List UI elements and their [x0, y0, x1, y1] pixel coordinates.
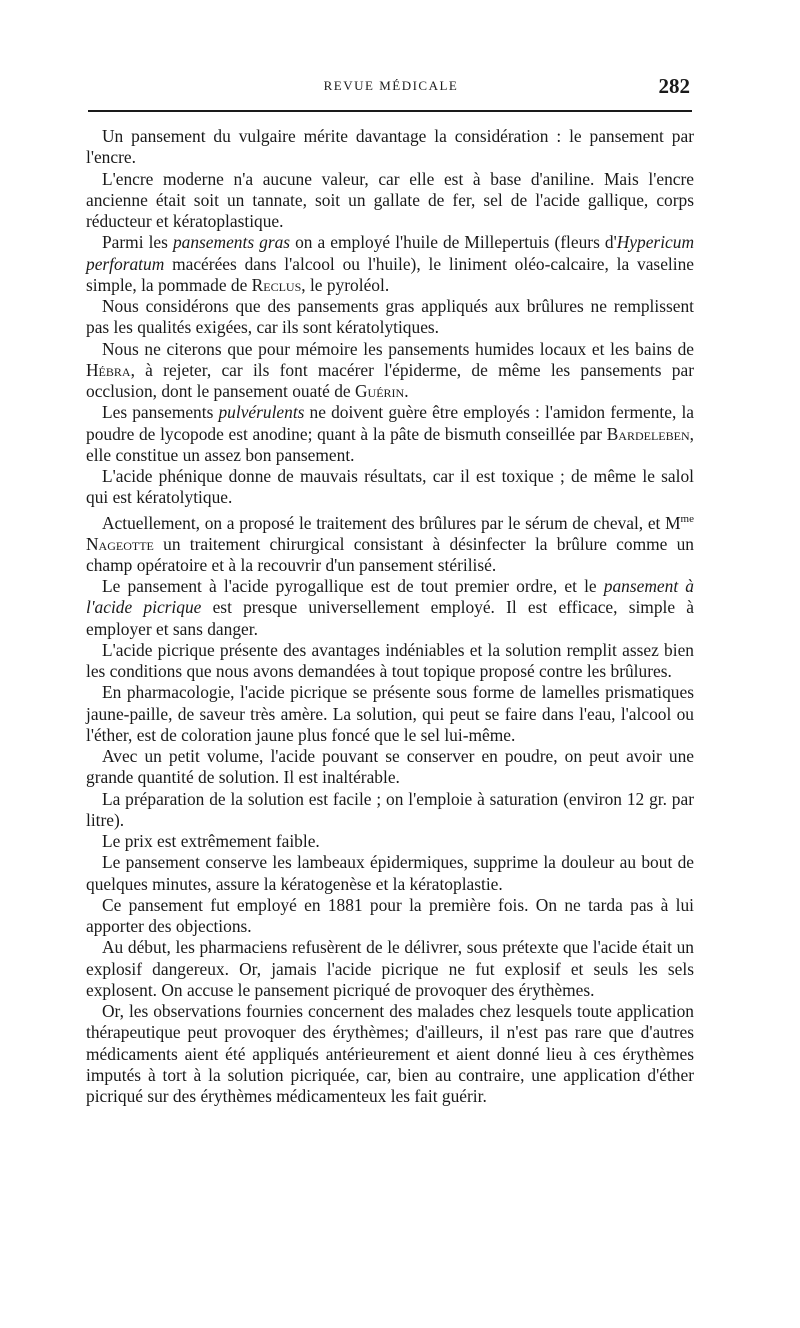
author-name: Reclus	[251, 274, 302, 295]
paragraph	[86, 232, 694, 296]
text-run: , elle constitue un assez bon pansement.	[86, 423, 694, 465]
text-run: L'encre moderne n'a aucune valeur, car elle est à base d'aniline. Mais l'encre ancienne était soit un tannate, soit un gallate de fer, sel de l'acide gallique, corps réducteur et kératoplastique.	[86, 168, 694, 231]
paragraph	[86, 466, 694, 509]
text-run: Ce pansement fut employé en 1881 pour la première fois. On ne tarda pas à lui apporter des objections.	[86, 894, 694, 937]
author-name: Guérin	[355, 381, 405, 401]
paragraph	[86, 640, 694, 683]
paragraph	[86, 682, 694, 746]
text-run: ne doivent guère être employés : l'amidon fermente, la poudre de lycopode est anodine; quant à la pâte de bismuth conseillée par	[86, 402, 694, 444]
text-run: Le pansement à l'acide pyrogallique est de tout premier ordre, et le	[102, 576, 604, 597]
paragraph	[86, 746, 694, 789]
text-run: Au début, les pharmaciens refusèrent de le délivrer, sous prétexte que l'acide était un explosif dangereux. Or, jamais l'acide picrique ne fut explosif et seuls les sels explosent. On accuse le pansement picriqué de provoquer des érythèmes.	[86, 937, 694, 1000]
text-run: , le pyroléol.	[301, 274, 390, 295]
running-title: REVUE MÉDICALE	[323, 78, 459, 93]
text-run: Le prix est extrêmement faible.	[102, 831, 320, 852]
text-run: La préparation de la solution est facile ; on l'emploie à saturation (environ 12 gr. par litre).	[86, 788, 694, 830]
text-run: Avec un petit volume, l'acide pouvant se conserver en poudre, on peut avoir une grande quantité de solution. Il est inaltérable.	[86, 746, 694, 788]
text-run: En pharmacologie, l'acide picrique se présente sous forme de lamelles prismatiques jaune-paille, de saveur très amère. La solution, qui peut se faire dans l'eau, l'alcool ou l'éther, est de coloration jaune plus foncé que le sel lui-même.	[86, 682, 694, 745]
italic-term: Hypericum perforatum	[86, 232, 694, 274]
text-run: , à rejeter, car ils font macérer l'épiderme, de même les pansements par occlusion, dont le pansement ouaté de	[86, 359, 694, 401]
paragraph	[86, 789, 694, 832]
text-run: L'acide picrique présente des avantages indéniables et la solution remplit assez bien les conditions que nous avons demandées à tout topique proposé contre les brûlures.	[86, 639, 694, 682]
paragraph	[86, 169, 694, 233]
paragraph	[86, 509, 694, 577]
paragraph	[86, 937, 694, 1001]
text-run: on a employé l'huile de Millepertuis (fleurs d'	[290, 232, 617, 253]
text-run: .	[404, 381, 409, 401]
paragraph	[86, 895, 694, 938]
paragraph	[86, 339, 694, 403]
paragraph	[86, 852, 694, 895]
text-run: Un pansement du vulgaire mérite davantage la considération : le pansement par l'encre.	[86, 126, 694, 168]
text-run: Nous ne citerons que pour mémoire les pansements humides locaux et les bains de	[102, 338, 694, 359]
author-name: Nageotte	[86, 533, 154, 554]
superscript: me	[680, 512, 694, 525]
text-run: L'acide phénique donne de mauvais résultats, car il est toxique ; de même le salol qui est kératolytique.	[86, 466, 694, 508]
header-rule	[88, 110, 692, 112]
text-run: un traitement chirurgical consistant à désinfecter la brûlure comme un champ opératoire et à la recouvrir d'un pansement stérilisé.	[86, 533, 694, 575]
paragraph	[86, 831, 694, 852]
paragraph	[86, 1001, 694, 1107]
text-run: Or, les observations fournies concernent des malades chez lesquels toute application thérapeutique peut provoquer des érythèmes; d'ailleurs, il n'est pas rare que d'autres médicaments aient été appliqués antérieurement et aient donné lieu à ces érythèmes imputés à tort à la solution picriquée, car, bien au contraire, une application d'éther picriqué sur des érythèmes médicamenteux les fait guérir.	[86, 1001, 694, 1107]
page-number: 282	[658, 74, 690, 98]
italic-term: pansements gras	[172, 232, 291, 253]
author-name: Hébra	[86, 359, 131, 380]
running-head	[88, 76, 694, 100]
italic-term: pansement à l'acide picrique	[86, 576, 695, 618]
paragraph	[86, 402, 694, 466]
paragraph	[86, 576, 694, 640]
text-run: est presque universellement employé. Il est efficace, simple à employer et sans danger.	[86, 597, 694, 639]
text-run: macérées dans l'alcool ou l'huile), le liniment oléo-calcaire, la vaseline simple, la pommade de	[86, 253, 694, 295]
italic-term: pulvérulents	[218, 402, 305, 423]
text-run: Parmi les	[102, 232, 173, 253]
text-run: Nous considérons que des pansements gras appliqués aux brûlures ne remplissent pas les qualités exigées, car ils sont kératolytiques.	[86, 296, 694, 338]
text-run: Les pansements	[102, 402, 219, 423]
paragraph	[86, 296, 694, 339]
text-run: Actuellement, on a proposé le traitement des brûlures par le sérum de cheval, et M	[102, 512, 681, 533]
paragraph	[86, 126, 694, 169]
text-run: Le pansement conserve les lambeaux épidermiques, supprime la douleur au bout de quelques minutes, assure la kératogenèse et la kératoplastie.	[86, 852, 694, 894]
article-body	[86, 126, 694, 1107]
author-name: Bardeleben	[606, 423, 690, 444]
